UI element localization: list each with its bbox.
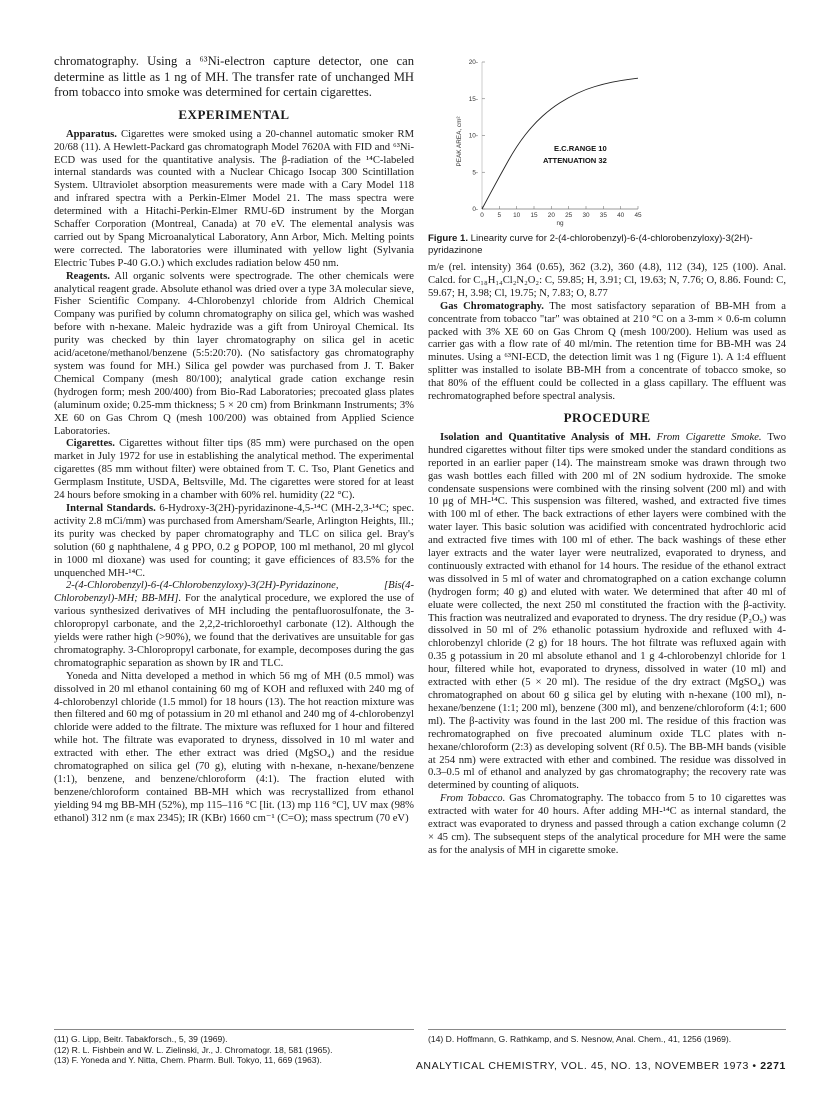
paragraph-text: 6-Hydroxy-3(2H)-pyridazinone-4,5-¹⁴C (MH-2,3-¹⁴C; spec. activity 2.8 mCi/mm) was purchased from Amersham/Searle, Arlington Heights, Ill.; its purity was checked by paper chromatography and TLC on silica gel. Bray's solution (60 g naphthalene, 4 g PPO, 0.2 g POPOP, 100 ml methanol, 20 ml glycol in 1000 ml dioxane) was used for counting; it gave efficiences of 83.5% for the unquenched MH-¹⁴C. bbox=[54, 502, 414, 579]
x-tick-label: 10 bbox=[513, 212, 521, 219]
y-tick-label: 0- bbox=[472, 206, 478, 214]
caption-label: Figure 1. bbox=[428, 233, 468, 244]
run-in-subheading: From Cigarette Smoke. bbox=[650, 431, 762, 443]
y-tick-label: 20- bbox=[468, 59, 478, 67]
paragraph-derivative bbox=[54, 580, 414, 670]
y-tick-label: 15- bbox=[468, 95, 478, 103]
run-in-heading: Isolation and Quantitative Analysis of MH. bbox=[440, 431, 651, 443]
reference-item: (12) R. L. Fishbein and W. L. Zielinski, Jr., J. Chromatogr. 18, 581 (1965). bbox=[54, 1044, 333, 1055]
page-number: 2271 bbox=[760, 1060, 786, 1072]
paragraph-gas-chromatography bbox=[428, 301, 786, 404]
run-in-heading: Gas Chromatography. bbox=[440, 300, 544, 312]
reference-item: (13) F. Yoneda and Y. Nitta, Chem. Pharm. Bull. Tokyo, 11, 669 (1963). bbox=[54, 1055, 322, 1066]
paragraph-reagents bbox=[54, 271, 414, 439]
annotation-ec-range: E.C.RANGE 10 bbox=[554, 144, 607, 153]
x-tick-label: 35 bbox=[599, 212, 607, 219]
references-left bbox=[54, 1029, 414, 1066]
figure-1 bbox=[428, 54, 788, 259]
paragraph-isolation bbox=[428, 432, 786, 793]
paragraph-cigarettes bbox=[54, 438, 414, 503]
paragraph-text: The most satisfactory separation of BB-MH from a concentrate from tobacco "tar" was obtained at 210 °C on a 3-mm × 0.6-m column packed with 3% XE 60 on Gas Chrom Q (mesh 100/200). Helium was used as carrier gas with a flow rate of 40 ml/min. The retention time for BB-MH was 24 minutes. Using a ⁶³NI-ECD, the detection limit was 1 ng (Figure 1). A 1:4 effluent splitter was installed to isolate BB-MH from a concentrate of tobacco smoke, so that 80% of the effluent could be collected in a glass capillary. The effluent was rechromatographed before spectral analysis. bbox=[428, 300, 786, 403]
x-tick-label: 40 bbox=[617, 212, 625, 219]
x-tick-label: 15 bbox=[530, 212, 538, 219]
section-heading-experimental: EXPERIMENTAL bbox=[178, 106, 290, 122]
run-in-heading: Reagents. bbox=[66, 270, 110, 282]
run-in-heading: Internal Standards. bbox=[66, 502, 156, 514]
reference-item: (14) D. Hoffmann, G. Rathkamp, and S. Nesnow, Anal. Chem., 41, 1256 (1969). bbox=[428, 1034, 732, 1044]
x-axis-label: ng bbox=[556, 220, 564, 227]
figure-caption bbox=[428, 233, 784, 257]
caption-text: Linearity curve for 2-(4-chlorobenzyl)-6-(4-chlorobenzyloxy)-3(2H)-pyridazinone bbox=[428, 233, 753, 256]
run-in-heading: From Tobacco. bbox=[440, 793, 506, 805]
paragraph-mass-spectrum: m/e (rel. intensity) 364 (0.65), 362 (3.2), 360 (4.8), 112 (34), 125 (100). Anal. Calcd. for C₁₈H₁₄Cl₂N₂O₂: C, 59.85; H, 3.91; Cl, 19.63; N, 7.76; O, 8.86. Found: C, 59.67; H, 3.98; Cl, 19.75; N, 7.83; O, 8.77 bbox=[428, 262, 786, 299]
paragraph-tobacco bbox=[428, 793, 786, 858]
paragraph-text: For the analytical procedure, we explored the use of various synthesized derivatives of MH including the pentafluorosulfonate, the 3-chloropropyl carbonate, and the 2,2,2-trichloroethyl carbonate (12). Although the yields were rather high (>90%), we found that the derivatives are unsuitable for gas chromatography. 3-Chloropropyl carbonate, for example, decomposes during the gas chromatographic separation as shown by IR and TLC. bbox=[54, 593, 414, 669]
x-tick-label: 5 bbox=[497, 212, 502, 219]
x-tick-label: 25 bbox=[565, 212, 573, 219]
run-in-heading: Cigarettes. bbox=[66, 438, 115, 450]
annotation-attenuation: ATTENUATION 32 bbox=[543, 156, 607, 165]
paragraph-internal-standards bbox=[54, 503, 414, 580]
y-tick-label: 5- bbox=[472, 169, 478, 177]
reference-item: (11) G. Lipp, Beitr. Tabakforsch., 5, 39 (1969). bbox=[54, 1034, 228, 1044]
y-tick-label: 10- bbox=[468, 132, 478, 140]
intro-paragraph: chromatography. Using a ⁶³Ni-electron capture detector, one can determine as little as 1 ng of MH. The transfer rate of unchanged MH from tobacco into smoke was determined for certain cigarettes. bbox=[54, 54, 414, 100]
section-heading-procedure: PROCEDURE bbox=[563, 409, 651, 425]
chart-axes bbox=[482, 62, 638, 209]
run-in-heading: 2-(4-Chlorobenzyl)-6-(4-Chlorobenzyloxy)-3(2H)-Pyridazinone, [Bis(4-Chlorobenzyl)-MH; BB-MH]. bbox=[54, 580, 414, 605]
linearity-chart bbox=[428, 54, 788, 234]
left-column bbox=[54, 54, 414, 826]
references-right bbox=[428, 1029, 786, 1045]
paragraph-text: Gas Chromatography. The tobacco from 5 to 10 cigarettes was extracted with water for 40 hours. After adding MH-¹⁴C as internal standard, the extract was evaporated to dryness and passed through a cation exchange column (2 × 45 cm). The subsequent steps of the analytical procedure for MH were the same as for the analysis of MH in cigarette smoke. bbox=[428, 793, 786, 856]
paragraph-yoneda: Yoneda and Nitta developed a method in which 56 mg of MH (0.5 mmol) was dissolved in 20 ml ethanol containing 60 mg of KOH and refluxed with 240 mg of 4-chlorobenzyl chloride (1.5 mmol) for 18 hours (13). The hot reaction mixture was then filtered and 60 mg of potassium in 20 ml ethanol and 240 mg of 4-chlorobenzyl chloride were added to the filtrate. The mixture was refluxed for 1 hour and filtered while hot. The filtrate was evaporated to dryness, dissolved in 10 ml water and extracted with ether. The ether extract was dried (MgSO₄) and the residue chromatographed on silica gel (70 g), eluting with n-hexane, n-hexane/benzene (1:1), benzene, and benzene/chloroform (4:1). The fraction eluted with benzene/chloroform contained BB-MH which was recrystallized from ethanol yielding 94 mg BB-MH (52%), mp 115–116 °C [lit. (13) mp 116 °C], UV max (98% ethanol) 312 nm (ε max 2345); IR (KBr) 1660 cm⁻¹ (C=O); mass spectrum (70 eV) bbox=[54, 670, 414, 824]
run-in-heading: Apparatus. bbox=[66, 128, 117, 140]
paragraph-text: All organic solvents were spectrograde. The other chemicals were analytical reagent grade. Absolute ethanol was dried over a type 3A molecular sieve, Fisher Scientific Company. 4-Chlorobenzyl chloride from Aldrich Chemical Company was purified by column chromatography on silica gel, which was washed before with n-hexane. Maleic hydrazide was a gift from Uniroyal Chemical. Its purity was checked by thin layer chromatography on silica gel in acetic acid/acetone/methanol/benzene (5:5:20:70). (No satisfactory gas chromatography system was found for MH.) Silica gel powder was purchased from J. T. Baker Chemical Company (mesh 80/100); analytical grade cation exchange resin (hydrogen form; mesh 200/400) from Bio-Rad Laboratories; precoated glass plates (aluminum oxide; 0.25-mm thickness; 5 × 20 cm) from Brinkmann Instruments; 3% XE 60 on Gas Chrom Q (mesh 100/200) was obtained from Applied Science Laboratories. bbox=[54, 270, 414, 437]
x-tick-label: 0 bbox=[480, 212, 484, 219]
x-tick-label: 20 bbox=[547, 212, 555, 219]
x-tick-label: 45 bbox=[634, 212, 642, 219]
paragraph-apparatus bbox=[54, 129, 414, 271]
journal-citation: ANALYTICAL CHEMISTRY, VOL. 45, NO. 13, NOVEMBER 1973 • bbox=[415, 1060, 757, 1072]
paragraph-text: Two hundred cigarettes without filter tips were smoked under the standard conditions as reported in an earlier paper (14). The mainstream smoke was drawn through two gas wash bottles each filled with 200 ml of 2N sodium hydroxide. The smoke condensate suspensions were combined with the rinsing solvent (200 ml) and with 10 μg of MH-¹⁴C. This suspension was filtered, washed, and extracted five times with 100 ml of ether. The back extractions of ether layers were combined with the water layer. This basic solution was acidified with concentrated hydrochloric acid and extracted five times with 100 ml of ether. The back washings of these ether layer extracts and the water layer were neutralized, evaporated to dryness, and continuously extracted with ethanol for 14 hours. The residue of the ethanol extract was dissolved in 5 ml of water and chromatographed on a cation exchange column (hydrogen form; 40 g) and eluted with water. We determined that after 40 ml of eluate were collected, the next 250 ml constituted the fraction with the β-activity. This fraction was neutralized and evaporated to dryness. The dry residue (P₂O₅) was dissolved in 50 ml of 2% ethanolic potassium hydroxide and refluxed with 4-chlorobenzyl chloride (2 g) for 18 hours. The hot filtrate was refluxed again with 0.35 g potassium in 20 ml absolute ethanol and 1 g 4-chlorobenzyl chloride for 1 hour, filtered while hot, evaporated to dryness, dissolved in water (10 ml) and extracted with ether (5 × 20 ml). The residue of the dry extract (MgSO₄) was chromatographed on about 60 g silica gel by eluting with n-hexane (100 ml), n-hexane/benzene (1:1; 200 ml), benzene (300 ml), and benzene/chloroform (4:1; 600 ml). The β-activity was found in the last 200 ml. The residue of this fraction was rechromatographed on five precoated aluminum oxide TLC plates with n-hexane/chloroform (2:3) as developing solvent (Rf 0.5). The BB-MH bands (visible at 254 nm) were extracted with ether and combined. The residue was dissolved in 0.3–0.5 ml of ethanol and analyzed by gas chromatography; the recovery rate was determined by counting of aliquots. bbox=[428, 431, 787, 792]
y-axis-label: PEAK AREA, cm² bbox=[456, 116, 463, 167]
x-tick-label: 30 bbox=[582, 212, 590, 219]
chart-ticks bbox=[456, 59, 642, 227]
page-footer bbox=[416, 1060, 786, 1072]
right-column bbox=[428, 262, 786, 858]
chart-annotation bbox=[543, 144, 607, 165]
paragraph-text: Cigarettes without filter tips (85 mm) were purchased on the open market in July 1972 for use in establishing the analytical method. The experimental cigarettes (85 mm without filter) were obtained from T. C. Tso, Plant Genetics and Germplasm Institute, USDA, Beltsville, Md. The cigarettes were stored for at least 24 hours before smoking in a chamber with 60% rel. humidity (22 °C). bbox=[54, 438, 414, 502]
paragraph-text: Cigarettes were smoked using a 20-channel automatic smoker RM 20/68 (11). A Hewlett-Packard gas chromatograph Model 7620A with FID and ⁶³Ni-ECD was used for the quantitative analysis. The β-radiation of the ¹⁴C-labeled internal standards was counted with a Nuclear Chicago Isocap 300 Scintillation System. Ultraviolet absorption measurements were made with a Cary Model 118 and infrared spectra with a Perkin-Elmer Model 21. The mass spectra were determined with a Hitachi-Perkin-Elmer RMU-6D instrument by the Morgan Schaffer Corporation (Montreal, Canada) at 70 eV. The elemental analysis was carried out by Spang Microanalytical Laboratory, Ann Arbor, Mich. Melting points were corrected. The laboratories were illuminated with yellow light (Sylvania Electric Tubes P-40 G.O.) which excludes radiation below 450 nm. bbox=[54, 128, 414, 269]
